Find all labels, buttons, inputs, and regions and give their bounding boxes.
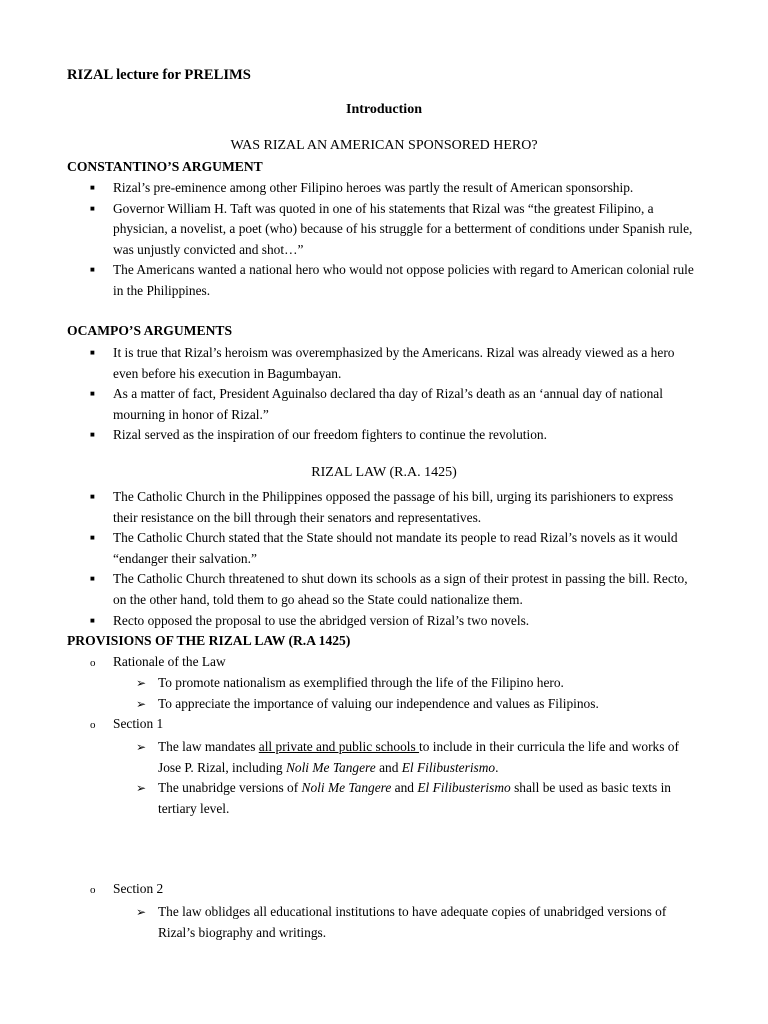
list-item: ■ The Catholic Church in the Philippines opposed the passage of his bill, urging its parishioners to express their resistance on the bill through their senators and representatives. <box>90 489 674 525</box>
circle-bullet-icon: o <box>90 657 96 669</box>
list-item: ➢ To promote nationalism as exemplified through the life of the Filipino hero. <box>0 673 768 694</box>
arrow-bullet-icon: ➢ <box>136 905 147 919</box>
arrow-bullet-icon: ➢ <box>136 740 147 754</box>
arrow-bullet-icon: ➢ <box>136 696 147 711</box>
document-page: RIZAL lecture for PRELIMS Introduction WAS RIZAL AN AMERICAN SPONSORED HERO? CONSTANTINO’S ARGUMENT ■ Rizal’s pre-eminence among other Filipino heroes was partly the result of American sponsorship. ■ Governor William H. Taft was quoted in one of his statements that Rizal was “the greatest Filipino, a physician, a novelist, a poet (who) because of his struggle for a betterment of conditions under Spanish rule, was unjustly convicted and shot…” ■ The Americans wanted a national hero who would not oppose policies with regard to American colonial rule in the Philippines. OCAMPO’S ARGUMENTS ■ It is true that Rizal’s heroism was overemphasized by the Americans. Rizal was already viewed as a hero even before his execution in Bagumbayan. ■ As a matter of fact, President Aguinalso declared tha day of Rizal’s death as an ‘annual day of national mourning in honor of Rizal.” ■ Rizal served as the inspiration of our freedom fighters to continue the revolution. RIZAL LAW (R.A. 1425) ■ The Catholic Church in the Philippines opposed the passage of his bill, urging its parishioners to express their resistance on the bill through their senators and representatives. ■ The Catholic Church stated that the State should not mandate its people to read Rizal’s novels as it would “endanger their salvation.” ■ The Catholic Church threatened to shut down its schools as a sign of their protest in passing the bill. Recto, on the other hand, told them to go ahead so the State could nationalize them. ■ Recto opposed the proposal to use the abridged version of Rizal’s two novels. PROVISIONS OF THE RIZAL LAW (R.A 1425) o Rationale of the Law ➢ To promote nationalism as exemplified through the life of the Filipino hero. ➢ To appreciate the importance of valuing our independence and values as Filipinos. o Section 1 ➢ The law mandates all private and public schools to include in their curricula the life and works of Jose P. Rizal, including Noli Me Tangere and El Filibusterismo. ➢ The unabridge versions of Noli Me Tangere and El Filibusterismo shall be used as basic texts in tertiary level. o Section 2 ➢ The law oblidges all educational institutions to have adequate copies of unabridged versions of Rizal’s biography and writings. <box>0 0 768 1024</box>
square-bullet-icon: ■ <box>90 574 95 584</box>
square-bullet-icon: ■ <box>90 203 95 213</box>
rizal-law-heading: RIZAL LAW (R.A. 1425) <box>311 465 457 480</box>
list-item: ■ As a matter of fact, President Aguinalso declared tha day of Rizal’s death as an ‘annual day of national mourning in honor of Rizal.” <box>90 386 663 422</box>
square-bullet-icon: ■ <box>90 430 95 440</box>
question-heading: WAS RIZAL AN AMERICAN SPONSORED HERO? <box>230 138 538 153</box>
circle-bullet-icon: o <box>90 884 96 896</box>
list-item: ■ The Americans wanted a national hero who would not oppose policies with regard to American colonial rule in the Philippines. <box>90 262 694 298</box>
rizal-law-list <box>0 487 768 631</box>
document-title: RIZAL lecture for PRELIMS <box>67 67 251 83</box>
rationale-list <box>0 673 768 714</box>
list-item: ➢ The unabridge versions of Noli Me Tangere and El Filibusterismo shall be used as basic texts in tertiary level. <box>136 780 672 816</box>
list-item: ➢ To appreciate the importance of valuing our independence and values as Filipinos. <box>0 694 768 715</box>
circle-bullet-icon: o <box>90 719 96 731</box>
arrow-bullet-icon: ➢ <box>136 781 147 796</box>
list-item: ■ Rizal’s pre-eminence among other Filipino heroes was partly the result of American sponsorship. <box>0 178 768 199</box>
section1-list <box>0 737 768 819</box>
list-item: ➢ The law mandates all private and public schools to include in their curricula the life and works of Jose P. Rizal, including Noli Me Tangere and El Filibusterismo. <box>136 739 679 775</box>
square-bullet-icon: ■ <box>90 615 95 625</box>
square-bullet-icon: ■ <box>90 389 95 399</box>
square-bullet-icon: ■ <box>90 183 95 192</box>
square-bullet-icon: ■ <box>90 265 95 275</box>
provisions-heading: PROVISIONS OF THE RIZAL LAW (R.A 1425) <box>67 633 351 648</box>
list-item: ■ It is true that Rizal’s heroism was overemphasized by the Americans. Rizal was already viewed as a hero even before his execution in Bagumbayan. <box>90 345 675 381</box>
section2-list <box>0 902 768 943</box>
ocampo-heading: OCAMPO’S ARGUMENTS <box>67 323 233 338</box>
ocampo-list <box>0 343 768 446</box>
list-item: ■ Rizal served as the inspiration of our freedom fighters to continue the revolution. <box>0 425 768 446</box>
list-item: ➢ The law oblidges all educational institutions to have adequate copies of unabridged versions of Rizal’s biography and writings. <box>136 904 667 940</box>
list-item: ■ The Catholic Church threatened to shut down its schools as a sign of their protest in passing the bill. Recto, on the other hand, told them to go ahead so the State could nationalize them. <box>90 571 688 607</box>
constantino-heading: CONSTANTINO’S ARGUMENT <box>67 159 263 174</box>
constantino-list <box>0 178 768 302</box>
list-item: ■ Recto opposed the proposal to use the abridged version of Rizal’s two novels. <box>0 611 768 632</box>
square-bullet-icon: ■ <box>90 348 95 357</box>
list-item: ■ Governor William H. Taft was quoted in one of his statements that Rizal was “the greatest Filipino, a physician, a novelist, a poet (who) because of his struggle for a betterment of conditions under Spanish rule, was unjustly convicted and shot…” <box>90 200 693 257</box>
square-bullet-icon: ■ <box>90 492 95 501</box>
arrow-bullet-icon: ➢ <box>136 676 147 690</box>
list-item: ■ The Catholic Church stated that the State should not mandate its people to read Rizal’s novels as it would “endanger their salvation.” <box>90 530 678 566</box>
square-bullet-icon: ■ <box>90 533 95 543</box>
introduction-heading: Introduction <box>346 102 422 117</box>
